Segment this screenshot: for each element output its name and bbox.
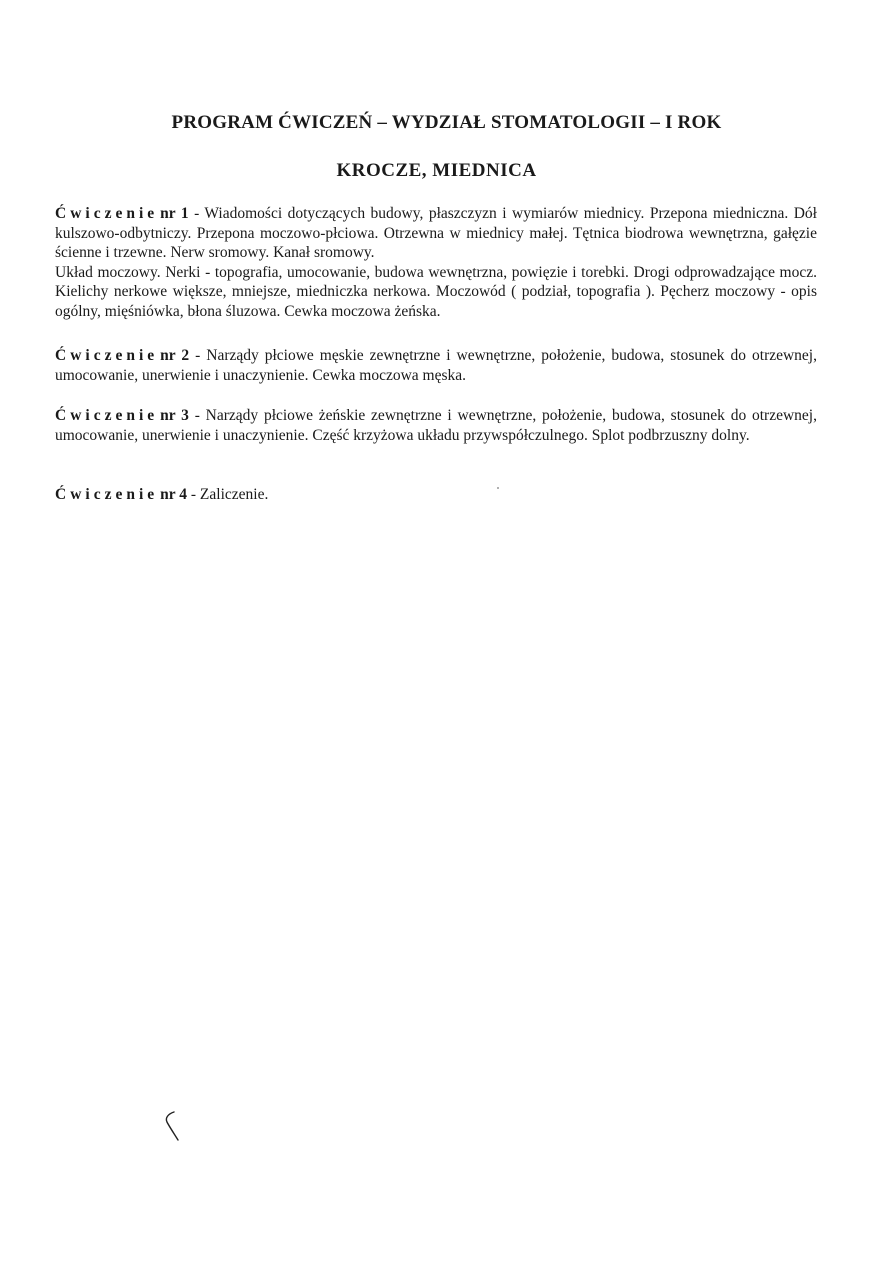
exercise-number: nr 4 <box>160 486 187 503</box>
exercise-section-2 <box>55 346 817 385</box>
exercise-number: nr 1 <box>160 205 189 222</box>
exercise-separator: - <box>188 407 206 424</box>
exercise-text: Wiadomości dotyczących budowy, płaszczyzn i wymiarów miednicy. Przepona miedniczna. Dół kulszowo-odbytniczy. Przepona moczowo-płciowa. Otrzewna w miednicy małej. Tętnica biodrowa wewnętrzna, gałęzie ścienne i trzewne. Nerw sromowy. Kanał sromowy. <box>55 205 817 261</box>
exercise-separator: - <box>189 347 207 364</box>
pen-mark-icon <box>160 1108 190 1144</box>
exercise-heading: Ćwiczenie <box>55 205 159 222</box>
exercise-section-4 <box>55 485 817 505</box>
exercise-heading: Ćwiczenie <box>55 347 159 364</box>
scan-speck <box>497 487 499 489</box>
exercise-number: nr 2 <box>160 347 190 364</box>
exercise-text: Narządy płciowe żeńskie zewnętrzne i wewnętrzne, położenie, budowa, stosunek do otrzewnej, umocowanie, unerwienie i unaczynienie. Część krzyżowa układu przywspółczulnego. Splot podbrzuszny dolny. <box>55 407 817 444</box>
exercise-separator: - <box>187 486 200 503</box>
exercise-text-continued: Układ moczowy. Nerki - topografia, umocowanie, budowa wewnętrzna, powięzie i torebki. Drogi odprowadzające mocz. Kielichy nerkowe większe, mniejsze, miedniczka nerkowa. Moczowód ( podział, topografia ). Pęcherz moczowy - opis ogólny, mięśniówka, błona śluzowa. Cewka moczowa żeńska. <box>55 263 817 320</box>
document-subtitle: KROCZE, MIEDNICA <box>336 160 537 181</box>
exercise-heading: Ćwiczenie <box>55 486 159 503</box>
exercise-number: nr 3 <box>160 407 189 424</box>
exercise-section-1 <box>55 204 817 321</box>
exercise-heading: Ćwiczenie <box>55 407 159 424</box>
exercise-text: Narządy płciowe męskie zewnętrzne i wewnętrzne, położenie, budowa, stosunek do otrzewnej, umocowanie, unerwienie i unaczynienie. Cewka moczowa męska. <box>55 347 817 384</box>
exercise-section-3 <box>55 406 817 445</box>
exercise-separator: - <box>188 205 205 222</box>
exercise-text: Zaliczenie. <box>199 486 269 503</box>
document-title: PROGRAM ĆWICZEŃ – WYDZIAŁ STOMATOLOGII – I ROK <box>171 112 722 133</box>
